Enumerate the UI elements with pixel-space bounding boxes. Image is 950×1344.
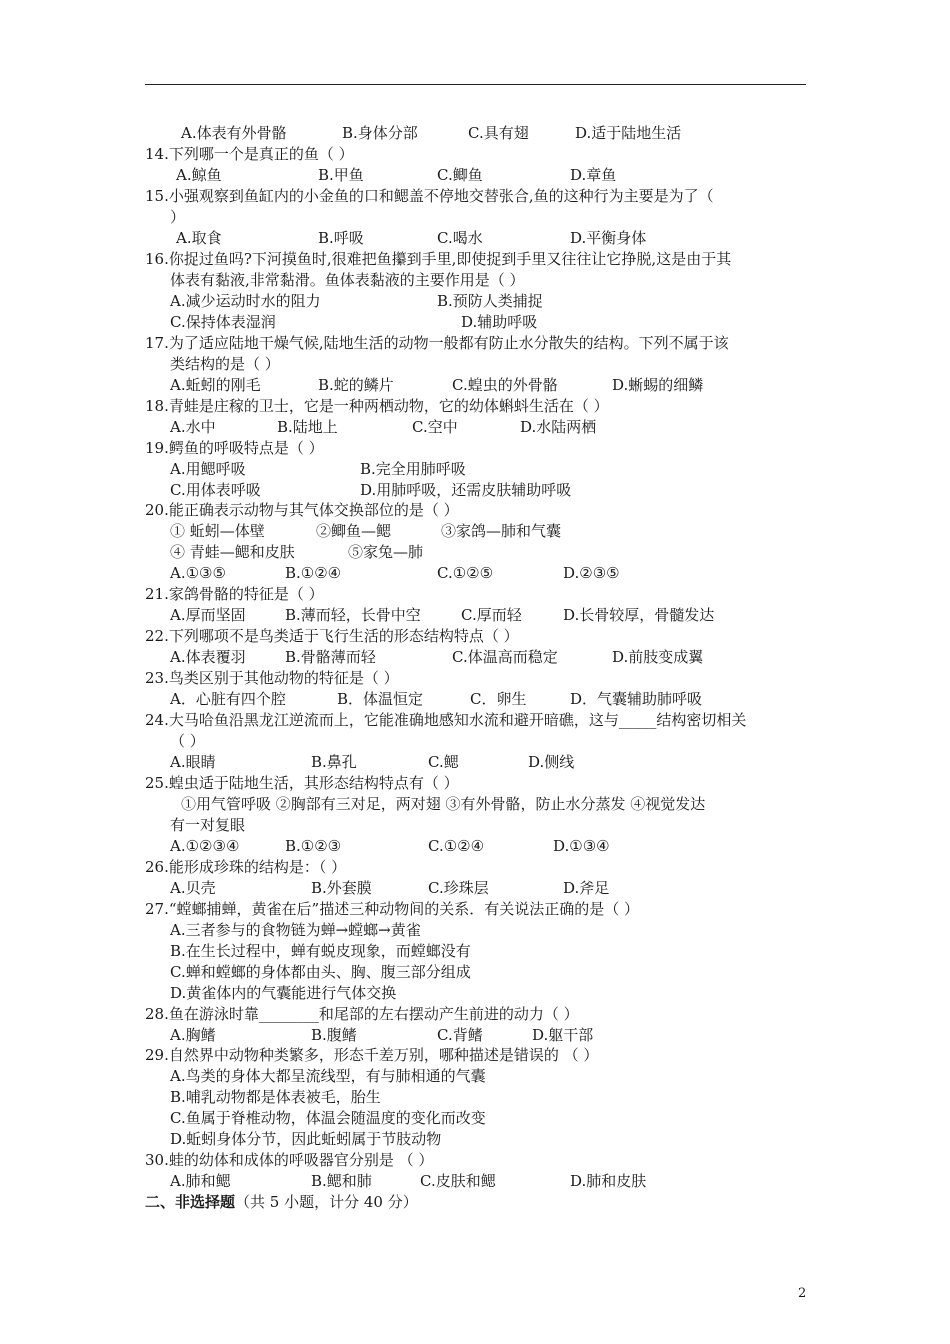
line-text: D.肺和皮肤 [570, 1172, 647, 1190]
line-text: 30.蛙的幼体和成体的呼吸器官分别是 （ ） [145, 1151, 434, 1169]
line-text: 29.自然界中动物种类繁多，形态千差万别，哪种描述是错误的 （ ） [145, 1046, 599, 1064]
line-text: （ ） [170, 732, 205, 750]
line-text: B.在生长过程中，蝉有蜕皮现象，而螳螂没有 [170, 942, 471, 960]
line-text: C.珍珠层 [428, 879, 489, 897]
line-text: D.侧线 [528, 753, 575, 771]
section-heading [145, 1192, 418, 1212]
line-text: 体表有黏液,非常黏滑。鱼体表黏液的主要作用是（ ） [170, 271, 525, 289]
line-text: C.体温高而稳定 [452, 648, 558, 666]
line-text: ③家鸽—肺和气囊 [441, 522, 562, 540]
line-text: D.①③④ [553, 837, 610, 855]
line-text: 21.家鸽骨骼的特征是（ ） [145, 585, 324, 603]
line-text: A.体表覆羽 [170, 648, 246, 666]
line-text: D.蜥蜴的细鳞 [612, 376, 704, 394]
line-text: D.辅助呼吸 [461, 313, 538, 331]
line-text: B.完全用肺呼吸 [360, 460, 466, 478]
line-text: B.腹鳍 [311, 1026, 357, 1044]
line-text: C.厚而轻 [461, 606, 522, 624]
line-text: D.用肺呼吸，还需皮肤辅助呼吸 [360, 481, 572, 499]
line-text: 22.下列哪项不是鸟类适于飞行生活的形态结构特点（ ） [145, 627, 519, 645]
line-text: ②鲫鱼—鳃 [316, 522, 392, 540]
line-text: D.水陆两栖 [520, 418, 597, 436]
line-text: A.蚯蚓的刚毛 [170, 376, 261, 394]
line-text: C.保持体表湿润 [170, 313, 276, 331]
line-text: B.蛇的鳞片 [318, 376, 394, 394]
line-text: 24.大马哈鱼沿黑龙江逆流而上，它能准确地感知水流和避开暗礁，这与_____结构密切相关 [145, 711, 747, 729]
line-text: A.用鳃呼吸 [170, 460, 246, 478]
section-note: （共 5 小题，计分 40 分） [235, 1193, 418, 1211]
line-text: C.喝水 [437, 229, 483, 247]
line-text: ⑤家兔—肺 [348, 543, 424, 561]
line-text: B.身体分部 [342, 124, 418, 142]
line-text: A.①③⑤ [170, 564, 226, 582]
line-text: 18.青蛙是庄稼的卫士，它是一种两栖动物，它的幼体蝌蚪生活在（ ） [145, 397, 609, 415]
line-text: 28.鱼在游泳时靠________和尾部的左右摆动产生前进的动力（ ） [145, 1005, 579, 1023]
line-text: 16.你捉过鱼吗?下河摸鱼时,很难把鱼攥到手里,即使捉到手里又往往让它挣脱,这是由于其 [145, 250, 732, 268]
line-text: C．卵生 [470, 690, 527, 708]
line-text: C.①②⑤ [437, 564, 494, 582]
line-text: ①用气管呼吸 ②胸部有三对足，两对翅 ③有外骨骼，防止水分蒸发 ④视觉发达 [181, 795, 706, 813]
line-text: 有一对复眼 [170, 816, 246, 834]
line-text: B.①②④ [285, 564, 342, 582]
line-text: B.陆地上 [277, 418, 338, 436]
line-text: B.外套膜 [311, 879, 372, 897]
line-text: C.具有翅 [468, 124, 529, 142]
line-text: B.鳃和肺 [311, 1172, 372, 1190]
line-text: B.呼吸 [318, 229, 364, 247]
line-text: 类结构的是（ ） [170, 355, 280, 373]
line-text: 27.“螳螂捕蝉，黄雀在后”描述三种动物间的关系．有关说法正确的是（ ） [145, 900, 639, 918]
line-text: 17.为了适应陆地干燥气候,陆地生活的动物一般都有防止水分散失的结构。下列不属于该 [145, 334, 729, 352]
line-text: A.取食 [176, 229, 222, 247]
line-text: 23.鸟类区别于其他动物的特征是（ ） [145, 669, 399, 687]
line-text: ） [170, 208, 186, 226]
line-text: A.胸鳍 [170, 1026, 216, 1044]
line-text: ④ 青蛙—鳃和皮肤 [170, 543, 295, 561]
line-text: C.空中 [412, 418, 458, 436]
line-text: D.长骨较厚，骨髓发达 [563, 606, 715, 624]
line-text: D.平衡身体 [570, 229, 647, 247]
line-text: B．体温恒定 [337, 690, 424, 708]
line-text: D.章鱼 [570, 166, 617, 184]
line-text: D.蚯蚓身体分节，因此蚯蚓属于节肢动物 [170, 1130, 442, 1148]
line-text: 25.蝗虫适于陆地生活，其形态结构特点有（ ） [145, 774, 459, 792]
line-text: ① 蚯蚓—体壁 [170, 522, 265, 540]
line-text: C.用体表呼吸 [170, 481, 261, 499]
line-text: B.预防人类捕捉 [437, 292, 543, 310]
line-text: B.鼻孔 [311, 753, 357, 771]
line-text: D.适于陆地生活 [575, 124, 682, 142]
line-text: A.厚而坚固 [170, 606, 246, 624]
line-text: C.蝗虫的外骨骼 [452, 376, 558, 394]
line-text: C.①②④ [428, 837, 485, 855]
line-text: A.①②③④ [170, 837, 240, 855]
line-text: D.躯干部 [532, 1026, 594, 1044]
line-text: C.蝉和螳螂的身体都由头、胸、腹三部分组成 [170, 963, 471, 981]
line-text: 14.下列哪一个是真正的鱼（ ） [145, 145, 354, 163]
line-text: 15.小强观察到鱼缸内的小金鱼的口和鳃盖不停地交替张合,鱼的这种行为主要是为了（ [145, 187, 714, 205]
line-text: D．气囊辅助肺呼吸 [570, 690, 703, 708]
line-text: 20.能正确表示动物与其气体交换部位的是（ ） [145, 501, 459, 519]
line-text: A.三者参与的食物链为蝉→螳螂→黄雀 [170, 921, 421, 939]
line-text: C.背鳍 [437, 1026, 483, 1044]
line-text: A.水中 [170, 418, 216, 436]
line-text: D.前肢变成翼 [612, 648, 704, 666]
line-text: A.减少运动时水的阻力 [170, 292, 321, 310]
line-text: C.鱼属于脊椎动物，体温会随温度的变化而改变 [170, 1109, 486, 1127]
page-number: 2 [798, 1286, 807, 1301]
line-text: C.皮肤和鳃 [420, 1172, 496, 1190]
line-text: D.斧足 [563, 879, 610, 897]
section-title: 二、非选择题 [145, 1193, 236, 1211]
line-text: C.鲫鱼 [437, 166, 483, 184]
line-text: B.骨骼薄而轻 [285, 648, 376, 666]
line-text: D.黄雀体内的气囊能进行气体交换 [170, 984, 397, 1002]
line-text: A.贝壳 [170, 879, 216, 897]
line-text: B.甲鱼 [318, 166, 364, 184]
line-text: D.②③⑤ [563, 564, 620, 582]
line-text: C.鳃 [428, 753, 459, 771]
line-text: A.眼睛 [170, 753, 216, 771]
line-text: B.①②③ [285, 837, 342, 855]
line-text: B.哺乳动物都是体表被毛，胎生 [170, 1088, 381, 1106]
line-text: A．心脏有四个腔 [170, 690, 286, 708]
line-text: 19.鳄鱼的呼吸特点是（ ） [145, 439, 324, 457]
line-text: 26.能形成珍珠的结构是：（ ） [145, 858, 347, 876]
line-text: A.鲸鱼 [176, 166, 222, 184]
line-text: B.薄而轻，长骨中空 [285, 606, 421, 624]
line-text: A.体表有外骨骼 [181, 124, 287, 142]
line-text: A.鸟类的身体大都呈流线型，有与肺相通的气囊 [170, 1067, 486, 1085]
header-rule [145, 84, 806, 85]
line-text: A.肺和鳃 [170, 1172, 231, 1190]
